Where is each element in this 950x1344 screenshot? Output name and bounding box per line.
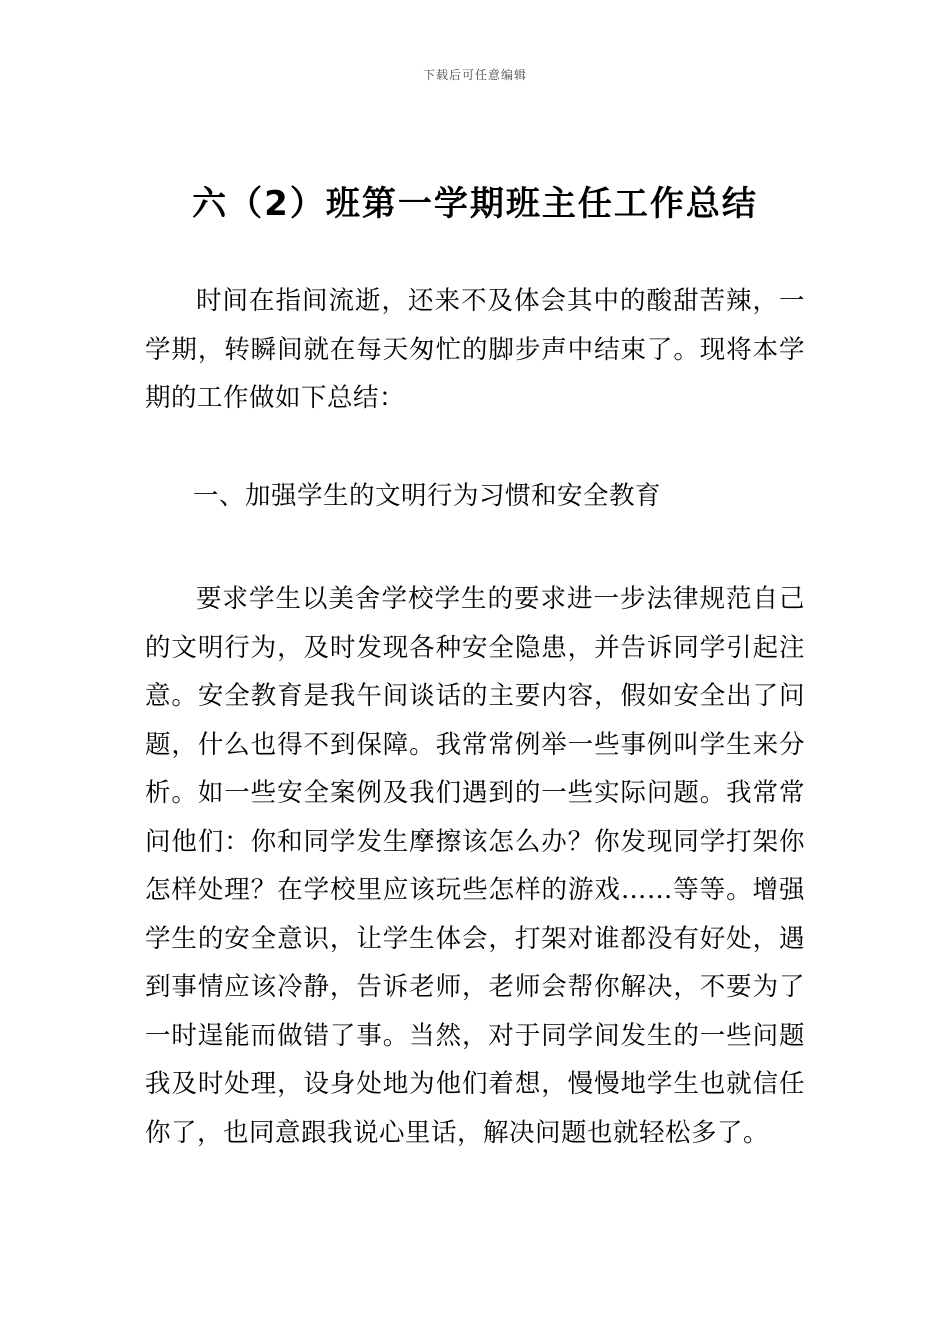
header-note: 下载后可任意编辑 bbox=[422, 68, 527, 82]
intro-paragraph: 时间在指间流逝，还来不及体会其中的酸甜苦辣，一学期，转瞬间就在每天匆忙的脚步声中结束了。现将本学期的工作做如下总结： bbox=[145, 286, 805, 413]
section-paragraph: 要求学生以美舍学校学生的要求进一步法律规范自己的文明行为，及时发现各种安全隐患，并告诉同学引起注意。安全教育是我午间谈话的主要内容，假如安全出了问题，什么也得不到保障。我常常例举一些事例叫学生来分析。如一些安全案例及我们遇到的一些实际问题。我常常问他们：你和同学发生摩擦该怎么办？你发现同学打架你怎样处理？在学校里应该玩些怎样的游戏……等等。增强学生的安全意识，让学生体会，打架对谁都没有好处，遇到事情应该冷静，告诉老师，老师会帮你解决，不要为了一时逞能而做错了事。当然，对于同学间发生的一些问题我及时处理，设身处地为他们着想，慢慢地学生也就信任你了，也同意跟我说心里话，解决问题也就轻松多了。 bbox=[145, 584, 805, 1148]
section-heading: 一、加强学生的文明行为习惯和安全教育 bbox=[193, 481, 662, 511]
page-title: 六（2）班第一学期班主任工作总结 bbox=[192, 184, 758, 224]
